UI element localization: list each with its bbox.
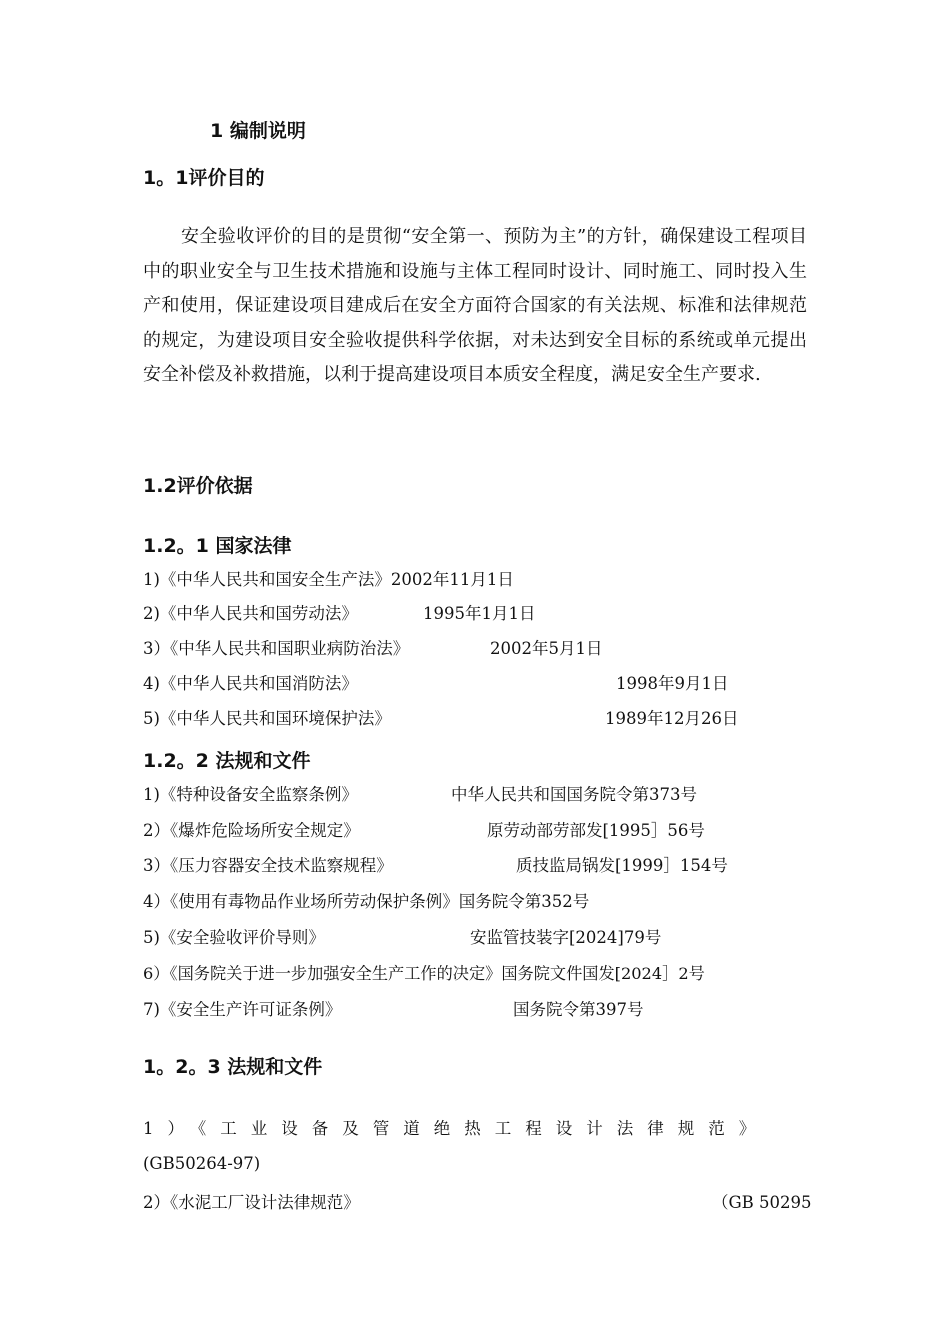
reg-item-2-ref: 原劳动部劳部发[1995］56号: [487, 821, 705, 840]
heading-regulations: 1.2。2 法规和文件: [143, 750, 311, 772]
reg-item-6: 6）《国务院关于进一步加强安全生产工作的决定》国务院文件国发[2024］2号: [143, 964, 705, 983]
reg-item-1: 1)《特种设备安全监察条例》: [143, 785, 358, 804]
law-item-3: 3）《中华人民共和国职业病防治法》: [143, 639, 410, 658]
reg-item-7-ref: 国务院令第397号: [513, 1000, 644, 1019]
standard-item-1-name: 1）《工业设备及管道绝热工程设计法律规范》: [143, 1119, 770, 1138]
reg-item-3-ref: 质技监局锅发[1999］154号: [516, 856, 728, 875]
reg-item-7: 7)《安全生产许可证条例》: [143, 1000, 342, 1019]
standard-item-2-code: （GB 50295: [712, 1193, 812, 1212]
reg-item-5: 5)《安全验收评价导则》: [143, 928, 325, 947]
standard-item-2: 2）《水泥工厂设计法律规范》: [143, 1193, 360, 1212]
standard-item-1: [143, 1115, 807, 1139]
heading-national-laws: 1.2。1 国家法律: [143, 535, 292, 557]
law-item-1: 1)《中华人民共和国安全生产法》2002年11月1日: [143, 570, 514, 589]
law-item-5-date: 1989年12月26日: [605, 709, 739, 728]
reg-item-3: 3）《压力容器安全技术监察规程》: [143, 856, 393, 875]
reg-item-4: 4）《使用有毒物品作业场所劳动保护条例》国务院令第352号: [143, 892, 590, 911]
law-item-5: 5)《中华人民共和国环境保护法》: [143, 709, 391, 728]
heading-regulations-2: 1。2。3 法规和文件: [143, 1056, 323, 1078]
reg-item-2: 2）《爆炸危险场所安全规定》: [143, 821, 360, 840]
standard-item-1-code: (GB50264-97): [143, 1154, 261, 1173]
reg-item-1-ref: 中华人民共和国国务院令第373号: [451, 785, 697, 804]
law-item-3-date: 2002年5月1日: [490, 639, 603, 658]
law-item-2: 2)《中华人民共和国劳动法》: [143, 604, 358, 623]
heading-compilation-notes: 1 编制说明: [210, 120, 306, 142]
purpose-paragraph: [143, 220, 807, 393]
heading-evaluation-basis: 1.2评价依据: [143, 475, 253, 497]
purpose-text: 安全验收评价的目的是贯彻“安全第一、预防为主”的方针，确保建设工程项目中的职业安全与卫生技术措施和设施与主体工程同时设计、同时施工、同时投入生产和使用，保证建设项目建成后在安全方面符合国家的有关法规、标准和法律规范的规定，为建设项目安全验收提供科学依据，对未达到安全目标的系统或单元提出安全补偿及补救措施，以利于提高建设项目本质安全程度，满足安全生产要求.: [143, 226, 807, 385]
reg-item-5-ref: 安监管技装字[2024]79号: [470, 928, 662, 947]
law-item-4-date: 1998年9月1日: [616, 674, 729, 693]
heading-evaluation-purpose: 1。1评价目的: [143, 167, 265, 189]
law-item-2-date: 1995年1月1日: [423, 604, 536, 623]
law-item-4: 4)《中华人民共和国消防法》: [143, 674, 358, 693]
